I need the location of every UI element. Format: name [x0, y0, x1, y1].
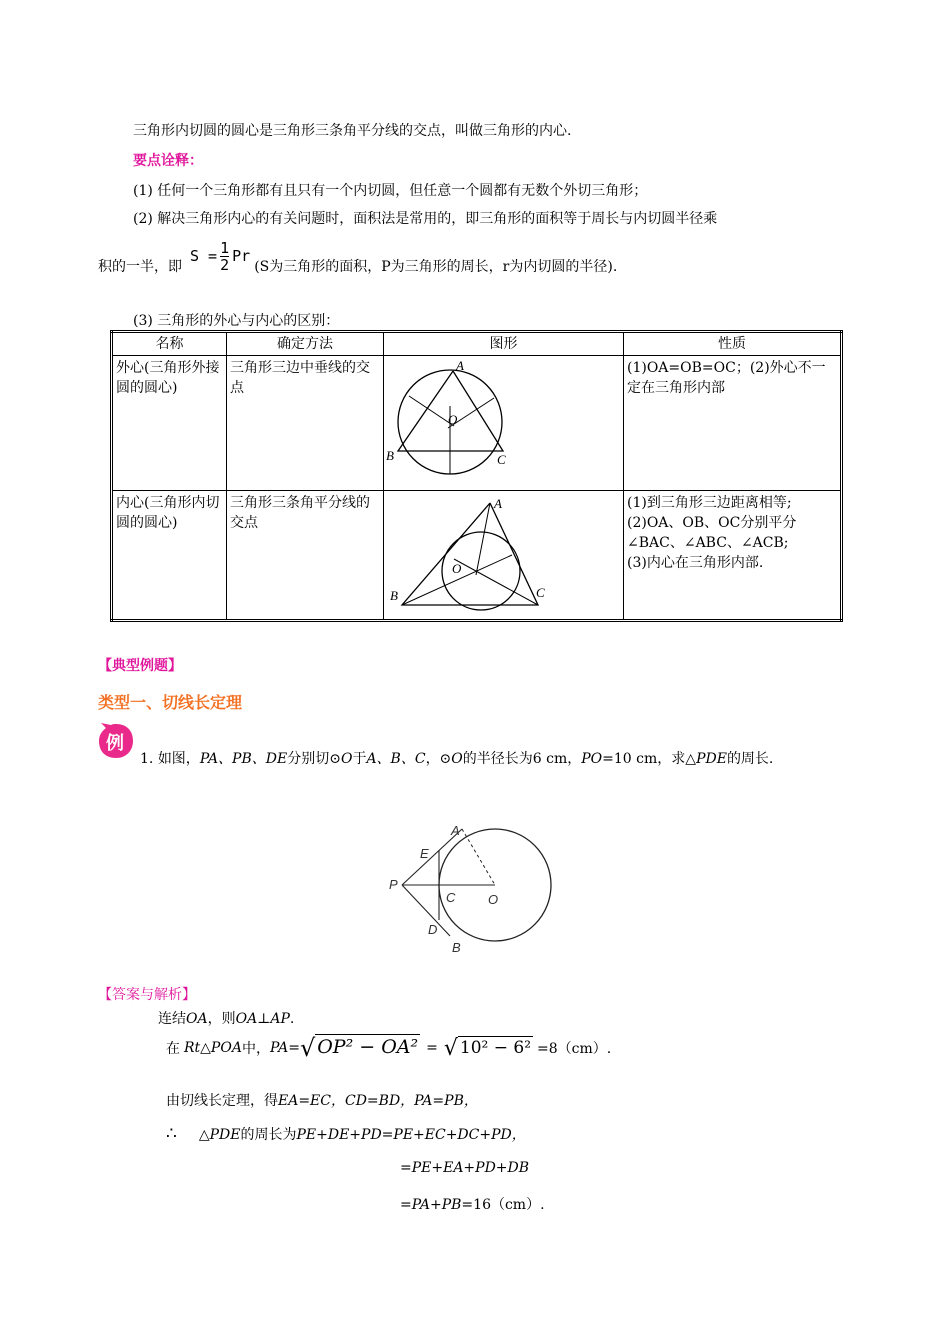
sol-result: =8（cm）.: [537, 1041, 612, 1057]
sol-text: 连结: [158, 1011, 186, 1027]
circumcenter-figure: [384, 356, 624, 484]
table-header-cell: 确定方法: [227, 332, 384, 356]
solution-line-5: =PE+EA+PD+DB: [400, 1160, 530, 1176]
examples-heading: 【典型例题】: [98, 658, 182, 674]
table-header-cell: 名称: [112, 332, 227, 356]
q-tangents: PA、PB、DE: [199, 751, 288, 767]
solution-line-2: [166, 1034, 611, 1062]
sqrt-icon: √: [443, 1035, 458, 1061]
table-header-cell: 性质: [624, 332, 842, 356]
example-number: 1.: [140, 751, 154, 767]
area-formula: [190, 240, 250, 273]
formula-s: S =: [190, 247, 218, 265]
q-text: 的半径长为6 cm，: [462, 751, 582, 767]
point-2-line-a: (2) 解决三角形内心的有关问题时，面积法是常用的，即三角形的面积等于周长与内切圆半径乘: [133, 211, 718, 227]
intro-text: 三角形内切圆的圆心是三角形三条角平分线的交点，叫做三角形的内心.: [133, 123, 572, 139]
solution-line-6: [400, 1194, 545, 1214]
center-comparison-table: [110, 330, 843, 622]
sol-segment: PA: [269, 1040, 289, 1056]
table-cell-figure: [384, 356, 624, 491]
label-p: P: [389, 877, 398, 892]
sol-final-expr: =PA+PB=: [400, 1197, 474, 1213]
formula-fraction: [220, 240, 229, 273]
props-line: (1)到三角形三边距离相等;: [627, 495, 792, 511]
sol-triangle: PDE: [209, 1127, 241, 1143]
q-circle: O: [451, 751, 463, 767]
label-e: E: [420, 846, 429, 861]
sol-text: △: [198, 1127, 210, 1143]
q-text: ，⊙: [425, 751, 452, 767]
label-c: C: [497, 452, 506, 467]
sqrt-radicand-2: 10² − 6²: [458, 1036, 533, 1061]
label-c: C: [536, 585, 545, 600]
q-segment: PO: [581, 751, 603, 767]
label-b: B: [390, 588, 398, 603]
label-o: O: [452, 561, 462, 576]
formula-pr: Pr: [232, 247, 251, 265]
tangent-figure: [380, 812, 560, 958]
label-b: B: [452, 940, 461, 955]
sol-text: ，则: [207, 1011, 236, 1027]
label-d: D: [428, 922, 438, 937]
sqrt-expression-1: [300, 1034, 420, 1062]
formula-numerator: 1: [220, 238, 230, 257]
q-text: 如图，: [157, 751, 200, 767]
point-1: (1) 任何一个三角形都有且只有一个内切圆，但任意一个圆都有无数个外切三角形；: [133, 183, 648, 199]
table-cell-figure: [384, 491, 624, 621]
label-o: O: [488, 892, 499, 907]
sol-text: .: [289, 1011, 295, 1027]
point-2-tail: (S为三角形的面积，P为三角形的周长，r为内切圆的半径).: [254, 259, 618, 275]
therefore-symbol: ∴: [166, 1124, 177, 1144]
table-cell-name: 外心(三角形外接圆的圆心): [112, 356, 227, 491]
q-text: 分别切⊙: [287, 751, 341, 767]
sol-equalities: EA=EC，CD=BD，PA=PB，: [278, 1093, 478, 1109]
sol-triangle: Rt△POA: [184, 1040, 242, 1056]
table-header-cell: 图形: [384, 332, 624, 356]
point-3: (3) 三角形的外心与内心的区别：: [133, 313, 340, 329]
q-text: =10 cm，求△: [602, 751, 697, 767]
q-circle: O: [340, 751, 353, 767]
solution-line-4: [166, 1124, 526, 1144]
q-text: 于: [352, 751, 367, 767]
props-line: (3)内心在三角形内部.: [627, 555, 764, 571]
table-cell-props: (1)OA=OB=OC；(2)外心不一定在三角形内部: [624, 356, 842, 491]
table-cell-method: 三角形三条角平分线的交点: [227, 491, 384, 621]
formula-denominator: 2: [220, 255, 230, 274]
sqrt-expression-2: [444, 1036, 533, 1061]
sol-text: 的周长为: [240, 1127, 297, 1143]
sol-equals: =: [288, 1040, 300, 1056]
props-line: ∠BAC、∠ABC、∠ACB;: [627, 535, 789, 551]
table-cell-method: 三角形三边中垂线的交点: [227, 356, 384, 491]
solution-line-1: [158, 1008, 294, 1028]
q-triangle: PDE: [696, 751, 727, 767]
example-badge: [97, 722, 135, 760]
example-1-question: [140, 748, 773, 768]
table-row: [112, 356, 842, 491]
table-header-row: [112, 332, 842, 356]
sol-perpendicular: OA⊥AP: [235, 1011, 290, 1027]
type-1-heading: 类型一、切线长定理: [98, 693, 243, 712]
label-o: O: [448, 412, 458, 427]
key-points-title: 要点诠释：: [133, 153, 203, 169]
sol-segment: OA: [186, 1011, 208, 1027]
sol-text: 中，: [241, 1041, 270, 1057]
table-row: [112, 491, 842, 621]
sol-text: 由切线长定理，得: [166, 1093, 278, 1109]
table-cell-props: [624, 491, 842, 621]
sol-perimeter-expr: PE+DE+PD=PE+EC+DC+PD，: [296, 1127, 526, 1143]
answer-heading: 【答案与解析】: [98, 987, 196, 1003]
label-c: C: [446, 890, 456, 905]
incenter-figure: [384, 491, 624, 613]
label-a: A: [494, 496, 502, 511]
q-points: A、B、C: [366, 751, 426, 767]
props-line: (2)OA、OB、OC分别平分: [627, 515, 797, 531]
q-text: 的周长.: [726, 751, 774, 767]
sqrt-radicand-1: OP² − OA²: [315, 1034, 420, 1062]
point-2-lead: 积的一半，即: [98, 259, 182, 275]
solution-line-3: [166, 1090, 478, 1110]
label-a: A: [451, 823, 460, 838]
sol-final-result: 16（cm）.: [473, 1197, 545, 1213]
label-b: B: [386, 448, 394, 463]
sol-text: 在: [166, 1041, 180, 1057]
example-badge-label: 例: [106, 733, 124, 754]
label-a: A: [456, 358, 464, 373]
table-cell-name: 内心(三角形内切圆的圆心): [112, 491, 227, 621]
sol-equals: =: [426, 1040, 438, 1056]
sqrt-icon: √: [299, 1034, 316, 1062]
point-2-line-b: [98, 236, 617, 276]
